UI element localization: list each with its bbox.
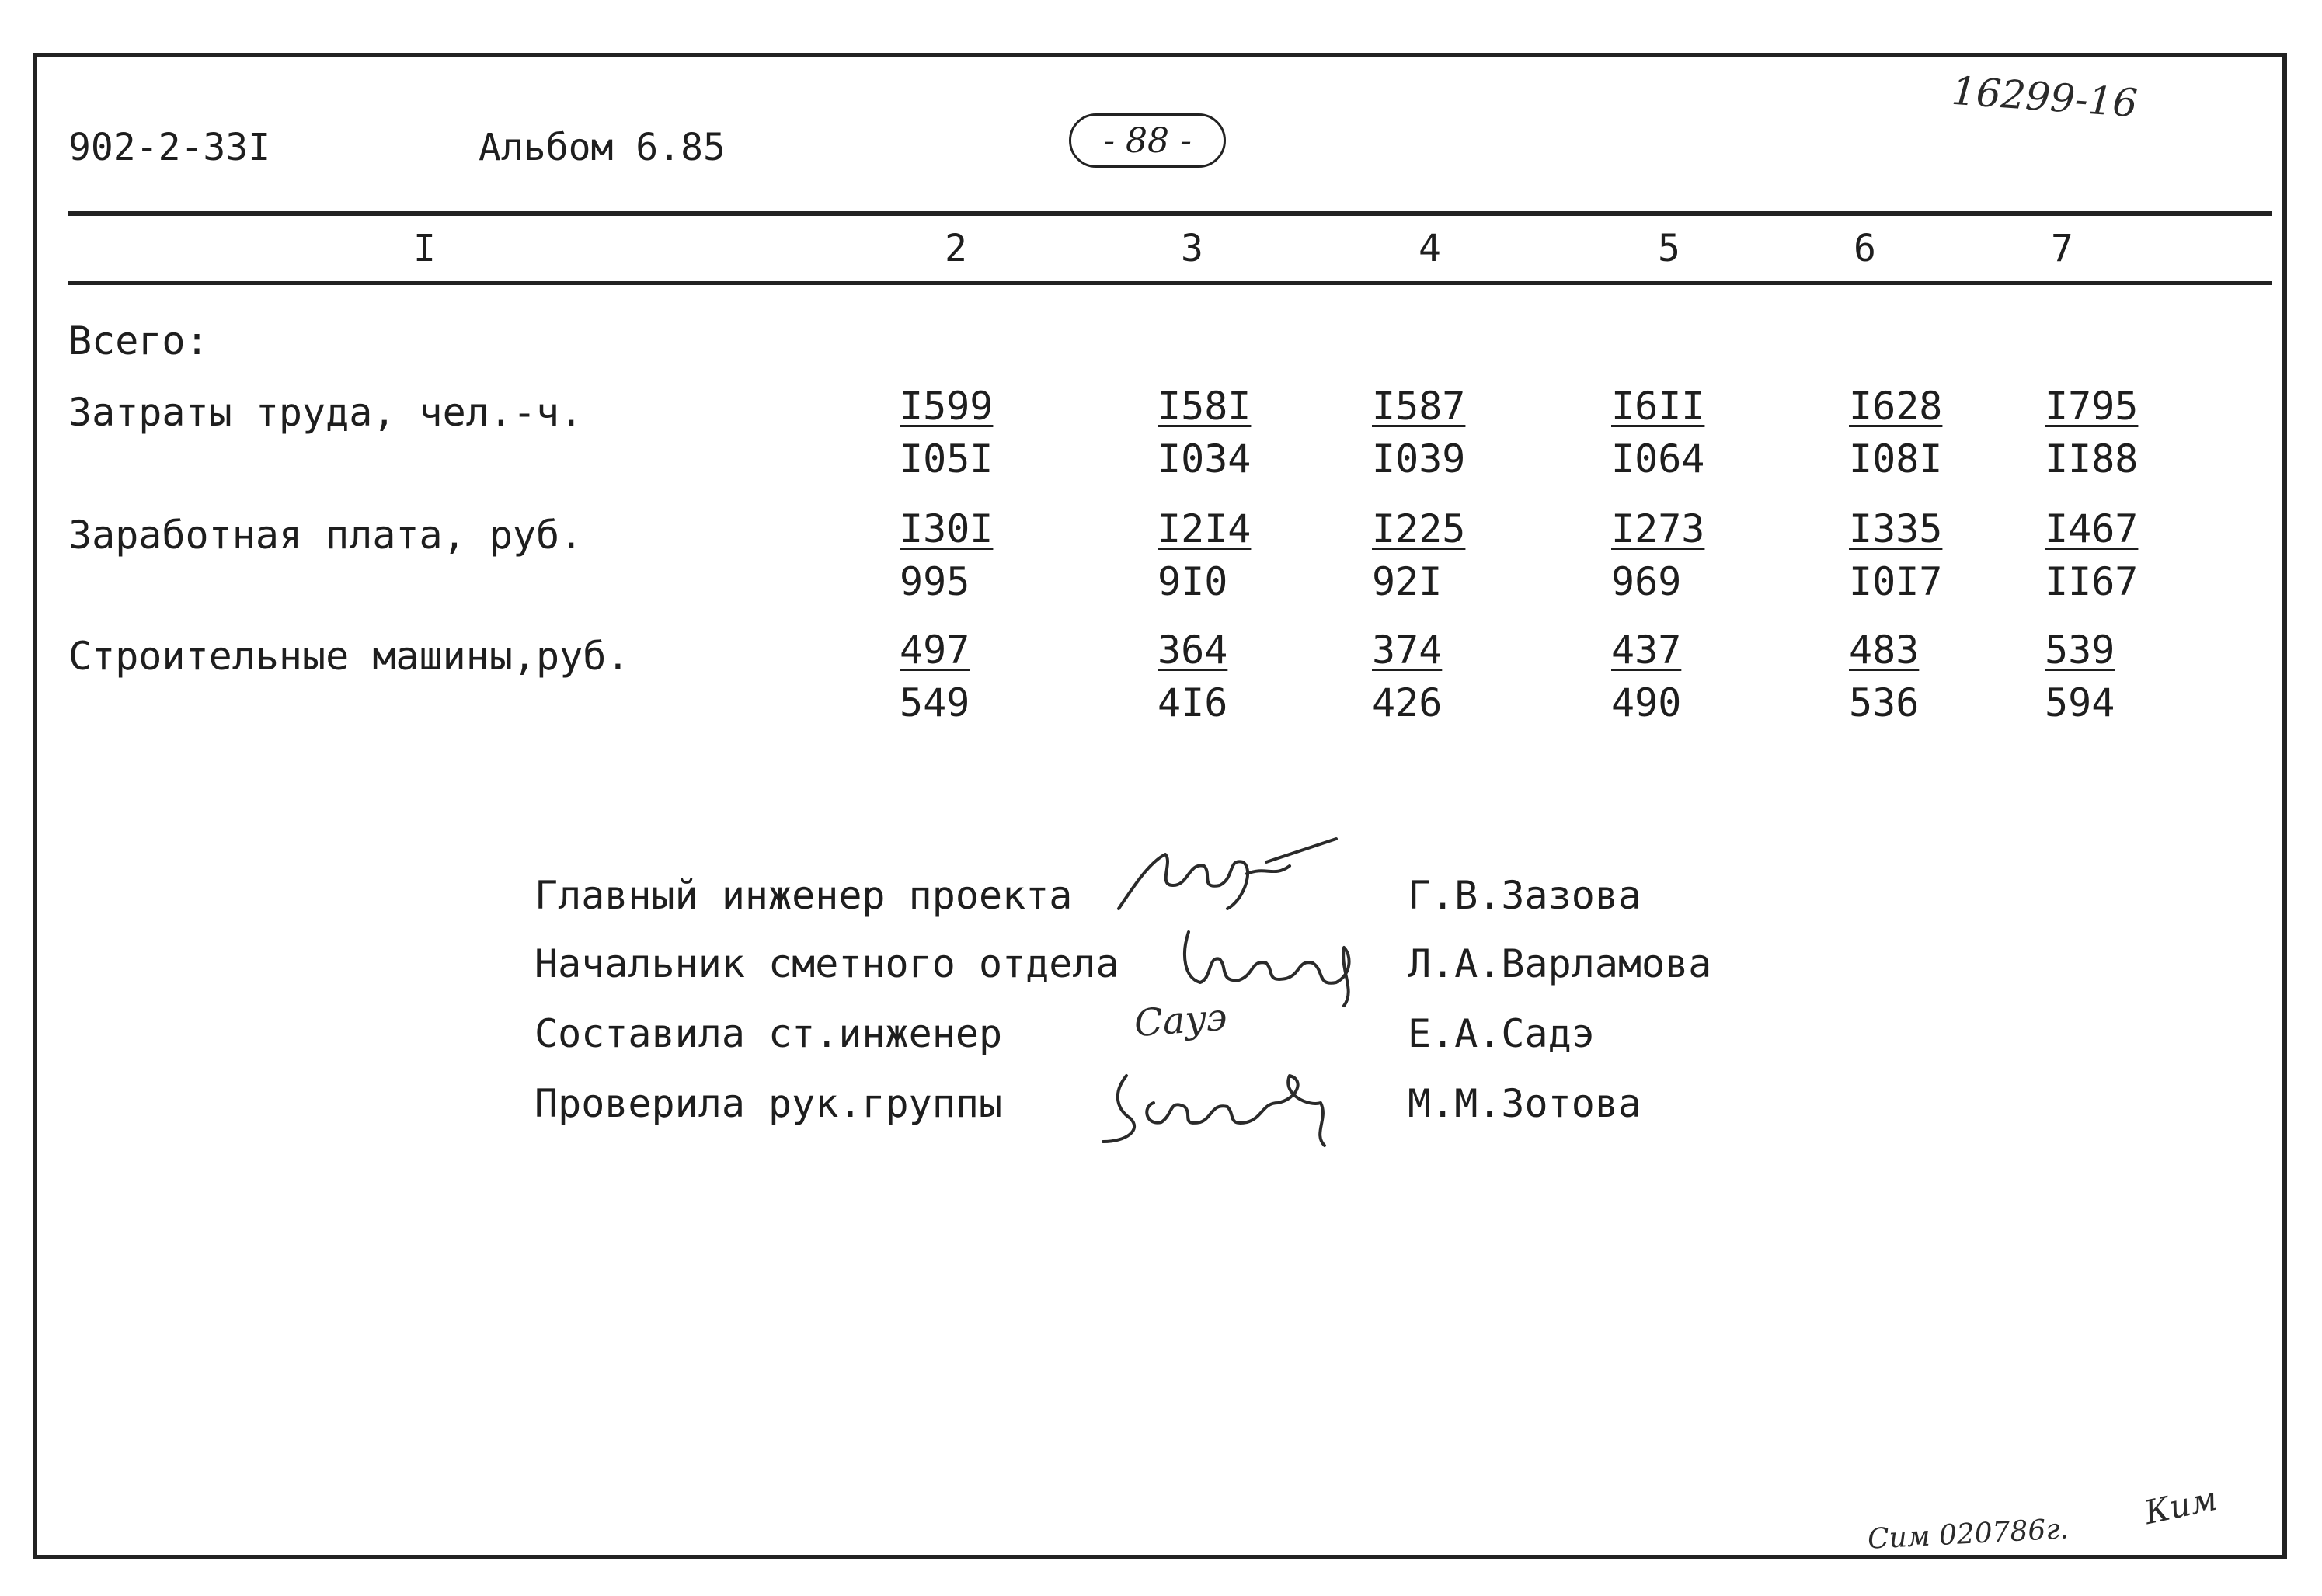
- cell-labour-bottom-3: I034: [1158, 436, 1252, 482]
- footer-initials: Ким: [2140, 1479, 2221, 1532]
- cell-machines-top-3: 364: [1158, 628, 1228, 673]
- cell-machines-bottom-4: 426: [1372, 680, 1443, 725]
- cell-labour-bottom-5: I064: [1611, 436, 1705, 482]
- cell-wages-top-6: I335: [1849, 506, 1943, 551]
- column-header-4: 4: [1419, 227, 1441, 270]
- cell-labour-bottom-6: I08I: [1849, 436, 1943, 482]
- handwritten-signature-1: [1111, 831, 1344, 916]
- cell-labour-top-2: I599: [900, 384, 994, 429]
- cell-wages-top-2: I30I: [900, 506, 994, 551]
- cell-wages-bottom-2: 995: [900, 559, 970, 604]
- footer-stamp-note: Сим 020786г.: [1867, 1513, 2070, 1556]
- cell-machines-bottom-2: 549: [900, 680, 970, 725]
- signature-role-compiler: Составила ст.инженер: [534, 1011, 1003, 1056]
- album-label: Альбом 6.85: [479, 126, 726, 169]
- cell-machines-top-7: 539: [2045, 628, 2115, 673]
- total-label: Всего:: [68, 318, 209, 363]
- handwritten-signature-3: Саyэ: [1133, 995, 1229, 1046]
- cell-wages-bottom-7: II67: [2045, 559, 2139, 604]
- cell-wages-top-4: I225: [1372, 506, 1466, 551]
- cell-labour-bottom-2: I05I: [900, 436, 994, 482]
- handwritten-signature-2: [1165, 924, 1367, 1010]
- page-number-badge: [1069, 113, 1226, 168]
- signature-name-sade: Е.А.Садэ: [1408, 1011, 1595, 1056]
- document-frame: [33, 53, 2287, 1559]
- cell-labour-top-4: I587: [1372, 384, 1466, 429]
- cell-machines-top-6: 483: [1849, 628, 1920, 673]
- cell-wages-top-7: I467: [2045, 506, 2139, 551]
- cell-machines-top-2: 497: [900, 628, 970, 673]
- column-header-7: 7: [2051, 227, 2073, 270]
- signature-name-varlamova: Л.А.Варламова: [1408, 941, 1712, 986]
- column-header-6: 6: [1854, 227, 1876, 270]
- signature-role-checker: Проверила рук.группы: [534, 1081, 1003, 1126]
- cell-machines-bottom-3: 4I6: [1158, 680, 1228, 725]
- row-label-machines: Строительные машины,руб.: [68, 634, 630, 679]
- signature-name-zotova: М.М.Зотова: [1408, 1081, 1642, 1126]
- column-header-2: 2: [945, 227, 967, 270]
- column-header-1: I: [413, 227, 436, 270]
- header-rule-bottom: [68, 281, 2272, 285]
- doc-code: 902-2-33I: [68, 126, 271, 169]
- page-number: - 88 -: [1103, 120, 1192, 161]
- cell-wages-bottom-3: 9I0: [1158, 559, 1228, 604]
- row-label-wages: Заработная плата, руб.: [68, 513, 583, 558]
- cell-labour-top-3: I58I: [1158, 384, 1252, 429]
- cell-wages-bottom-6: I0I7: [1849, 559, 1943, 604]
- header-rule-top: [68, 211, 2272, 216]
- cell-wages-top-3: I2I4: [1158, 506, 1252, 551]
- signature-name-zazova: Г.В.Зазова: [1408, 873, 1642, 918]
- cell-machines-bottom-6: 536: [1849, 680, 1920, 725]
- handwritten-signature-4: [1095, 1064, 1344, 1149]
- cell-wages-bottom-4: 92I: [1372, 559, 1443, 604]
- cell-wages-top-5: I273: [1611, 506, 1705, 551]
- column-header-5: 5: [1658, 227, 1680, 270]
- cell-labour-top-7: I795: [2045, 384, 2139, 429]
- cell-machines-bottom-7: 594: [2045, 680, 2115, 725]
- signature-role-chief-engineer: Главный инженер проекта: [534, 873, 1073, 918]
- signature-role-head-estimates: Начальник сметного отдела: [534, 941, 1119, 986]
- cell-machines-top-5: 437: [1611, 628, 1682, 673]
- cell-machines-top-4: 374: [1372, 628, 1443, 673]
- inventory-number: 16299-16: [1950, 68, 2139, 127]
- cell-labour-bottom-4: I039: [1372, 436, 1466, 482]
- cell-labour-bottom-7: II88: [2045, 436, 2139, 482]
- row-label-labour: Затраты труда, чел.-ч.: [68, 390, 583, 435]
- cell-machines-bottom-5: 490: [1611, 680, 1682, 725]
- cell-labour-top-5: I6II: [1611, 384, 1705, 429]
- cell-labour-top-6: I628: [1849, 384, 1943, 429]
- cell-wages-bottom-5: 969: [1611, 559, 1682, 604]
- column-header-3: 3: [1181, 227, 1203, 270]
